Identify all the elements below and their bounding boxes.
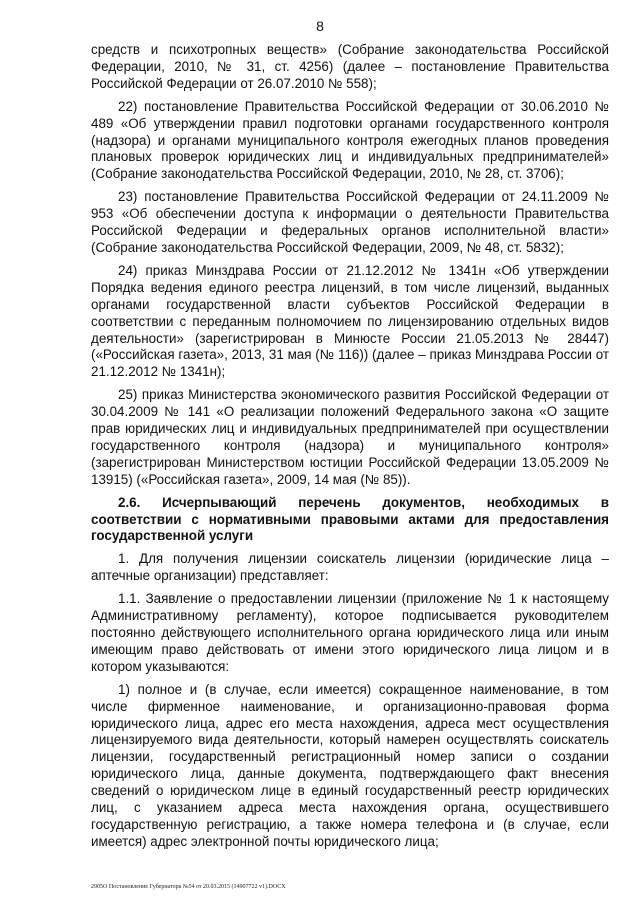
- paragraph-item-22: 22) постановление Правительства Российской Федерации от 30.06.2010 № 489 «Об утверждении правил подготовки органами государственного контроля (надзора) и органами муниципального контроля ежегодных планов проведения плановых проверок юридических лиц и индивидуальных предпринимателей» (Собрание законодательства Российской Федерации, 2010, № 28, ст. 3706);: [91, 98, 609, 182]
- paragraph-subitem-1: 1) полное и (в случае, если имеется) сокращенное наименование, в том числе фирменное наименование, и организационно-правовая форма юридического лица, адрес его места нахождения, адреса мест осуществления лицензируемого вида деятельности, который намерен осуществлять соискатель лицензии, государственный регистрационный номер записи о создании юридического лица, данные документа, подтверждающего факт внесения сведений о юридическом лице в единый государственный реестр юридических лиц, с указанием адреса места нахождения органа, осуществившего государственную регистрацию, а также номера телефона и (в случае, если имеется) адрес электронной почты юридического лица;: [91, 681, 609, 849]
- page-number: 8: [316, 18, 324, 34]
- paragraph-point-1-1: 1.1. Заявление о предоставлении лицензии (приложение № 1 к настоящему Административному регламенту), которое подписывается руководителем постоянно действующего исполнительного органа юридического лица или иным имеющим право действовать от имени этого юридического лица лицом и в котором указываются:: [91, 591, 609, 674]
- paragraph-point-1: 1. Для получения лицензии соискатель лицензии (юридические лица – аптечные организации) представляет:: [91, 551, 609, 584]
- paragraph-item-24: 24) приказ Минздрава России от 21.12.2012 № 1341н «Об утверждении Порядка ведения единого реестра лицензий, в том числе лицензий, выданных органами государственной власти субъектов Российской Федерации в соответствии с переданным полномочием по лицензированию отдельных видов деятельности» (зарегистрирован в Минюсте России 21.05.2013 № 28447) («Российская газета», 2013, 31 мая (№ 116)) (далее – приказ Минздрава России от 21.12.2012 № 1341н);: [91, 262, 609, 380]
- paragraph-continuation: средств и психотропных веществ» (Собрание законодательства Российской Федерации, 2010, № 31, ст. 4256) (далее – постановление Правительства Российской Федерации от 26.07.2010 № 558);: [91, 42, 609, 91]
- paragraph-item-23: 23) постановление Правительства Российской Федерации от 24.11.2009 № 953 «Об обеспечении доступа к информации о деятельности Правительства Российской Федерации и федеральных органов исполнительной власти» (Собрание законодательства Российской Федерации, 2009, № 48, ст. 5832);: [91, 189, 609, 255]
- section-heading-2-6: 2.6. Исчерпывающий перечень документов, необходимых в соответствии с нормативными правовыми актами для предоставления государственной услуги: [91, 494, 609, 544]
- paragraph-item-25: 25) приказ Министерства экономического развития Российской Федерации от 30.04.2009 № 141 «О реализации положений Федерального закона «О защите прав юридических лиц и индивидуальных предпринимателей при осуществлении государственного контроля (надзора) и муниципального контроля» (зарегистрирован Министерством юстиции Российской Федерации 13.05.2009 № 13915) («Российская газета», 2009, 14 мая (№ 85)).: [91, 387, 609, 487]
- document-body: [91, 42, 609, 857]
- document-footer: 2905О Постановление Губернатора №54 от 20.03.2015 (14907722 v1).DOCX: [91, 884, 286, 890]
